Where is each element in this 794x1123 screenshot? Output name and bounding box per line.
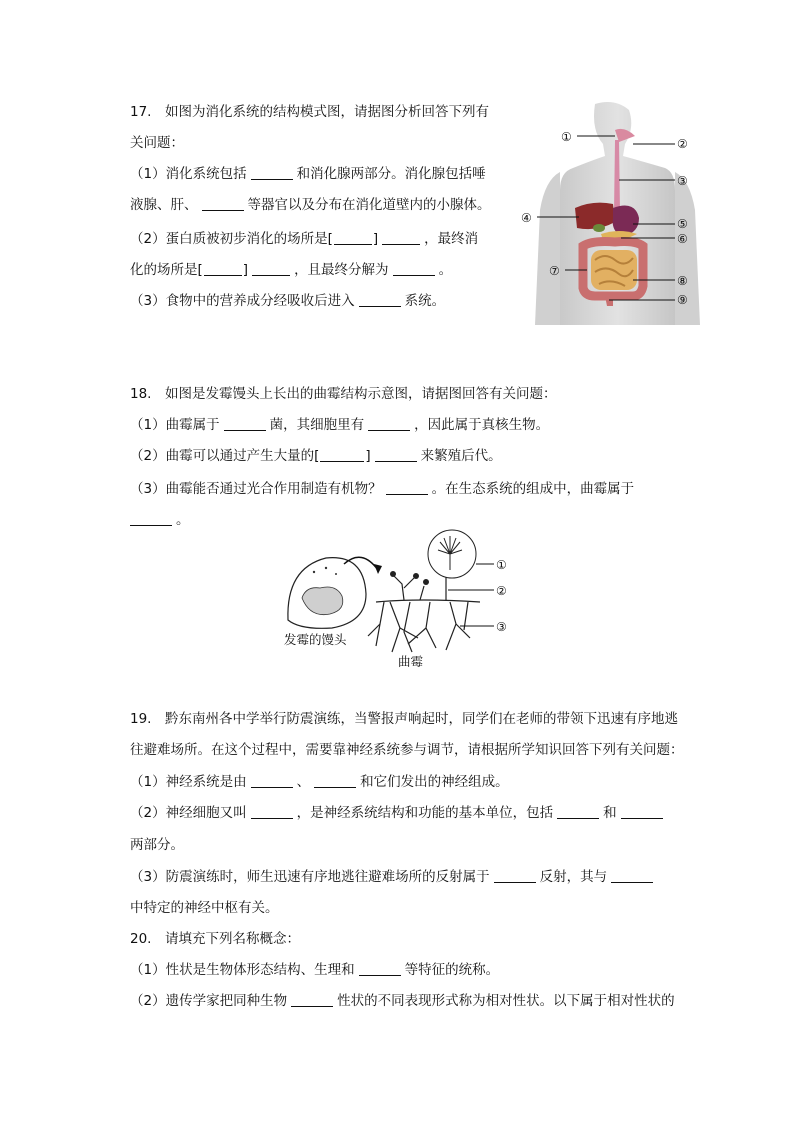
answer-blank[interactable] [375,447,417,462]
q19-line7: 中特定的神经中枢有关。 [130,900,279,916]
q18-line1: 18. 如图是发霉馒头上长出的曲霉结构示意图，请据图回答有关问题： [130,386,557,402]
label-3: ③ [677,174,688,188]
label-8: ⑧ [677,274,688,288]
q20-line2: （1）性状是生物体形态结构、生理和 等特征的统称。 [130,962,500,978]
answer-blank[interactable] [251,804,293,819]
q17-line2: 关问题： [130,135,184,151]
q17-line7: （3）食物中的营养成分经吸收后进入 系统。 [130,293,446,309]
answer-blank[interactable] [368,416,410,431]
answer-blank[interactable] [224,416,266,431]
answer-blank[interactable] [252,261,290,276]
answer-blank[interactable] [557,804,599,819]
answer-blank[interactable] [314,773,356,788]
answer-blank[interactable] [130,511,172,526]
label-4: ④ [521,211,532,225]
label-9: ⑨ [677,293,688,307]
label-2: ② [677,137,688,151]
q19-line4: （2）神经细胞又叫 ，是神经系统结构和功能的基本单位，包括 和 [130,803,667,823]
answer-blank[interactable] [621,804,663,819]
q19-line5: 两部分。 [130,837,184,853]
q17-line1: 17. 如图为消化系统的结构模式图，请据图分析回答下列有 [130,104,489,120]
mold-figure [280,528,530,668]
label-5: ⑤ [677,217,688,231]
answer-blank[interactable] [251,165,293,180]
answer-blank[interactable] [334,230,372,245]
mold-label-1: ① [496,558,507,572]
q19-line3: （1）神经系统是由 、 和它们发出的神经组成。 [130,774,509,790]
q18-line2: （1）曲霉属于 菌，其细胞里有 ，因此属于真核生物。 [130,417,550,433]
answer-blank[interactable] [204,261,242,276]
q19-line1: 19. 黔东南州各中学举行防震演练，当警报声响起时，同学们在老师的带领下迅速有序地逃 [130,711,678,727]
q17-line3: （1）消化系统包括 和消化腺两部分。消化腺包括唾 [130,166,486,182]
caption-moldy-bread: 发霉的馒头 [284,632,347,647]
caption-mold: 曲霉 [398,654,424,668]
q18-line3: （2）曲霉可以通过产生大量的[ ] 来繁殖后代。 [130,448,502,464]
q18-line5: 。 [130,510,190,530]
answer-blank[interactable] [359,292,401,307]
answer-blank[interactable] [393,261,435,276]
q20-line3: （2）遗传学家把同种生物 性状的不同表现形式称为相对性状。以下属于相对性状的 [130,993,675,1009]
label-6: ⑥ [677,232,688,246]
answer-blank[interactable] [202,196,244,211]
q17-line6: 化的场所是[ ] ，且最终分解为 。 [130,262,453,278]
q17-line4: 液腺、肝、 等器官以及分布在消化道壁内的小腺体。 [130,197,491,213]
q19-line6: （3）防震演练时，师生迅速有序地逃往避难场所的反射属于 反射，其与 [130,867,657,887]
mold-label-3: ③ [496,620,507,634]
answer-blank[interactable] [359,961,401,976]
answer-blank[interactable] [320,447,364,462]
q17-line5: （2）蛋白质被初步消化的场所是[ ] ，最终消 [130,231,479,247]
answer-blank[interactable] [251,773,293,788]
q19-line2: 往避难场所。在这个过程中，需要靠神经系统参与调节，请根据所学知识回答下列有关问题： [130,742,684,758]
label-7: ⑦ [549,264,560,278]
answer-blank[interactable] [611,868,653,883]
label-1: ① [561,130,572,144]
answer-blank[interactable] [386,480,428,495]
q18-line4: （3）曲霉能否通过光合作用制造有机物？ 。在生态系统的组成中，曲霉属于 [130,481,635,497]
q20-line1: 20. 请填充下列名称概念： [130,931,300,947]
answer-blank[interactable] [494,868,536,883]
answer-blank[interactable] [291,992,333,1007]
mold-label-2: ② [496,584,507,598]
answer-blank[interactable] [382,230,420,245]
digestive-system-figure [515,100,705,325]
